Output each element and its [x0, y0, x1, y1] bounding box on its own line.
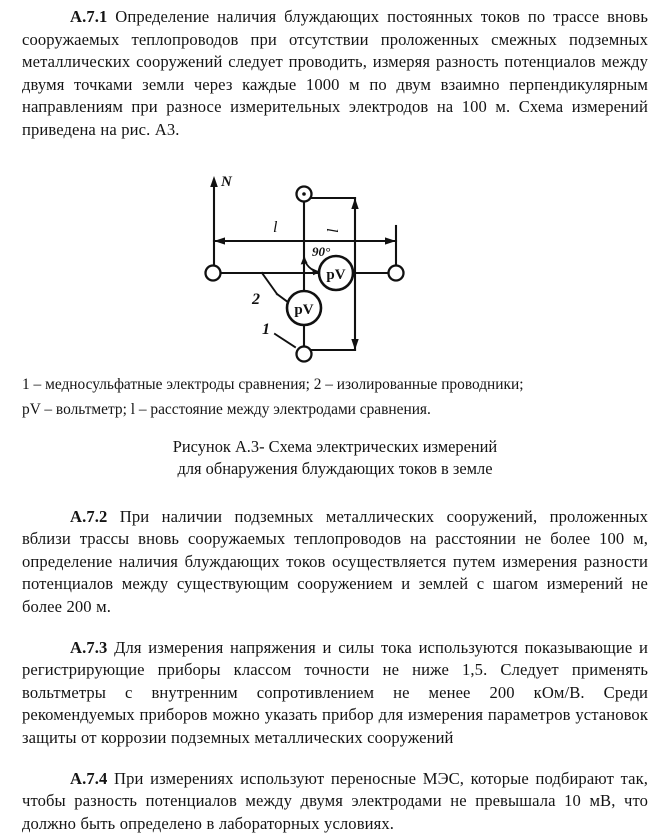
- figure-a-3: [22, 168, 648, 363]
- dimension-arrow-right: [385, 237, 396, 244]
- label-electrode: 1: [262, 321, 270, 338]
- north-arrow-head: [210, 176, 218, 187]
- paragraph-text-a-7-1: Определение наличия блуждающих постоянных токов по трассе вновь сооружаемых теплопроводов при отсутствии проложенных смежных подземных металлических сооружений следует проводить, измеряя разность потенциалов между двумя точками земли через каждые 1000 м по двум взаимно перпендикулярным направлениям при разносе измерительных электродов на 100 м. Схема измерений приведена на рис. А3.: [22, 7, 648, 139]
- paragraph-a-7-4: [22, 768, 648, 835]
- electrode-top-dot: [302, 192, 306, 196]
- label-distance-horizontal: l: [273, 219, 278, 236]
- label-conductor: 2: [251, 291, 260, 308]
- section-number-a-7-3: А.7.3: [70, 638, 107, 657]
- figure-caption-line-2: для обнаружения блуждающих токов в земле: [22, 458, 648, 480]
- section-number-a-7-1: А.7.1: [70, 7, 107, 26]
- measurement-scheme-diagram: [200, 168, 470, 363]
- paragraph-text-a-7-3: Для измерения напряжения и силы тока используются показывающие и регистрирующие приборы классом точности не ниже 1,5. Следует применять вольтметры с внутренним сопротивлением не менее 200 кОм/В. Среди рекомендуемых приборов можно указать прибор для измерения параметров установок защиты от коррозии подземных металлических сооружений: [22, 638, 648, 747]
- section-number-a-7-4: А.7.4: [70, 769, 107, 788]
- conductor-leader-upper: [262, 273, 277, 294]
- label-distance-vertical: l: [325, 228, 342, 233]
- figure-legend-line-2: pV – вольтметр; l – расстояние между электродами сравнения.: [22, 397, 648, 422]
- figure-caption-line-1: Рисунок А.3- Схема электрических измерений: [22, 436, 648, 458]
- label-voltmeter-horizontal: pV: [326, 267, 345, 283]
- label-voltmeter-vertical: pV: [294, 302, 313, 318]
- label-north: N: [220, 174, 233, 190]
- paragraph-a-7-1: [22, 6, 648, 142]
- paragraph-a-7-3: [22, 637, 648, 750]
- dimension-arrow-left: [214, 237, 225, 244]
- electrode-left: [206, 265, 221, 280]
- electrode-right: [389, 265, 404, 280]
- paragraph-text-a-7-2: При наличии подземных металлических сооружений, проложенных вблизи трассы вновь сооружаемых теплопроводов на расстоянии не более 100 м, определение наличия блуждающих токов осуществляется путем измерения разности потенциалов между существующим сооружением и землей с шагом измерений не более 200 м.: [22, 507, 648, 616]
- paragraph-text-a-7-4: При измерениях используют переносные МЭС, которые подбирают так, чтобы разность потенциалов между двумя электродами не превышала 10 мВ, что должно быть определено в лабораторных условиях.: [22, 769, 648, 833]
- electrode-leader: [275, 334, 295, 347]
- dimension-arrow-top: [351, 198, 358, 209]
- figure-legend-line-1: 1 – медносульфатные электроды сравнения; 2 – изолированные проводники;: [22, 372, 648, 397]
- angle-arrow-a: [301, 256, 308, 265]
- dimension-arrow-bottom: [351, 339, 358, 350]
- electrode-bottom: [297, 346, 312, 361]
- label-angle: 90°: [312, 244, 331, 259]
- section-number-a-7-2: А.7.2: [70, 507, 107, 526]
- paragraph-a-7-2: [22, 506, 648, 619]
